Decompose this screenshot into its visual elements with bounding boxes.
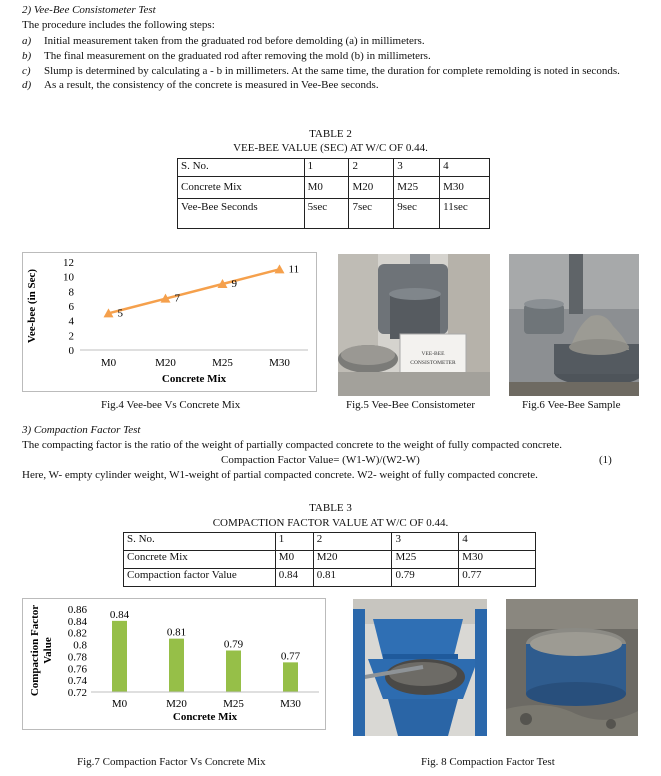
step-label: d) bbox=[22, 79, 32, 92]
x-tick-label: M0 bbox=[111, 698, 128, 710]
step-label: a) bbox=[22, 35, 32, 47]
y-tick-label: 0.74 bbox=[67, 675, 87, 688]
fig7-caption: Fig.7 Compaction Factor Vs Concrete Mix bbox=[77, 756, 266, 768]
bar bbox=[169, 639, 184, 692]
fig8-photo-right bbox=[506, 599, 638, 736]
table-cell: 11sec bbox=[440, 199, 490, 229]
table-row bbox=[178, 199, 490, 229]
vee-bee-sample-illustration bbox=[509, 254, 639, 396]
bar bbox=[226, 651, 241, 693]
table-cell: 1 bbox=[304, 159, 349, 177]
step-item bbox=[22, 50, 652, 64]
section-3-where: Here, W- empty cylinder weight, W1-weight of partial compacted concrete. W2- weight of fully compacted concrete. bbox=[22, 469, 538, 481]
data-label: 11 bbox=[288, 263, 300, 276]
data-point-marker bbox=[275, 264, 285, 273]
y-tick-label: 6 bbox=[68, 301, 74, 313]
fig7-chart-frame bbox=[22, 598, 326, 730]
data-label: 0.77 bbox=[280, 650, 301, 663]
equation-number: (1) bbox=[599, 454, 612, 466]
x-axis-label: Concrete Mix bbox=[172, 711, 238, 723]
section-2-heading: 2) Vee-Bee Consistometer Test bbox=[22, 4, 156, 16]
table-cell: 1 bbox=[275, 533, 313, 551]
x-tick-label: M30 bbox=[269, 357, 290, 369]
step-item bbox=[22, 35, 652, 49]
y-tick-label: 0.84 bbox=[67, 615, 87, 628]
table-cell: M30 bbox=[459, 551, 536, 569]
step-text: Initial measurement taken from the graduated rod before demolding (a) in millimeters. bbox=[44, 35, 425, 47]
table-2-subtitle: VEE-BEE VALUE (SEC) AT W/C OF 0.44. bbox=[233, 142, 428, 154]
fig8-photo-left bbox=[353, 599, 487, 736]
table-row bbox=[178, 177, 490, 199]
fig6-sample-photo bbox=[509, 254, 639, 396]
x-tick-label: M20 bbox=[155, 357, 176, 369]
table-row bbox=[124, 533, 536, 551]
data-label: 9 bbox=[231, 278, 237, 290]
y-tick-label: 0.72 bbox=[67, 687, 87, 699]
table-cell: M20 bbox=[313, 551, 392, 569]
table-cell: M0 bbox=[275, 551, 313, 569]
x-tick-label: M20 bbox=[166, 698, 187, 710]
table-cell: 4 bbox=[440, 159, 490, 177]
table-cell: M30 bbox=[440, 177, 490, 199]
compaction-equation: Compaction Factor Value= (W1-W)/(W2-W) bbox=[221, 454, 420, 466]
y-tick-label: 12 bbox=[63, 257, 74, 269]
table-cell: 0.77 bbox=[459, 569, 536, 587]
y-tick-label: 0.76 bbox=[67, 663, 87, 676]
data-label: 0.81 bbox=[166, 626, 187, 639]
y-tick-label: 4 bbox=[68, 315, 74, 328]
table-row bbox=[124, 569, 536, 587]
y-tick-label: 10 bbox=[63, 271, 74, 284]
y-tick-label: 0 bbox=[68, 345, 74, 357]
y-tick-label: 0.78 bbox=[67, 651, 87, 664]
table-cell: S. No. bbox=[178, 159, 305, 177]
table-cell: 0.79 bbox=[392, 569, 459, 587]
table-3-subtitle: COMPACTION FACTOR VALUE AT W/C OF 0.44. bbox=[212, 517, 449, 529]
series-line bbox=[109, 269, 280, 313]
y-tick-label: 8 bbox=[68, 286, 74, 299]
table-cell: M0 bbox=[304, 177, 349, 199]
step-text: The final measurement on the graduated rod after removing the mold (b) in millimeters. bbox=[44, 49, 431, 62]
x-tick-label: M25 bbox=[223, 698, 244, 710]
step-item bbox=[22, 79, 652, 93]
y-axis-label: Compaction Factor bbox=[29, 604, 41, 697]
table-2-title: TABLE 2 bbox=[309, 128, 352, 140]
section-3-paragraph: The compacting factor is the ratio of the weight of partially compacted concrete to the weight of fully compacted concrete. bbox=[22, 439, 563, 451]
table-3-title: TABLE 3 bbox=[309, 502, 352, 514]
y-tick-label: 0.8 bbox=[73, 639, 87, 652]
fig8-caption: Fig. 8 Compaction Factor Test bbox=[421, 756, 555, 768]
table-cell: 2 bbox=[349, 159, 394, 177]
consistometer-label-line1: VEE-BEE bbox=[421, 351, 445, 357]
y-axis-label: Vee-bee (in Sec) bbox=[26, 268, 38, 344]
compaction-bar-chart bbox=[23, 599, 327, 731]
step-text: As a result, the consistency of the concrete is measured in Vee-Bee seconds. bbox=[44, 79, 379, 92]
compacted-sample-illustration bbox=[506, 599, 638, 736]
table-cell: 0.81 bbox=[313, 569, 392, 587]
bar bbox=[283, 662, 298, 692]
table-row bbox=[178, 159, 490, 177]
y-tick-label: 0.86 bbox=[67, 604, 87, 616]
data-label: 7 bbox=[174, 292, 180, 305]
compaction-factor-apparatus-illustration bbox=[353, 599, 487, 736]
step-label: b) bbox=[22, 49, 32, 62]
data-label: 5 bbox=[117, 307, 123, 320]
consistometer-label-line2: CONSISTOMETER bbox=[410, 360, 456, 366]
step-item bbox=[22, 65, 652, 79]
step-label: c) bbox=[22, 64, 31, 77]
y-axis-label: Value bbox=[42, 637, 54, 664]
x-tick-label: M25 bbox=[212, 357, 233, 369]
table-cell: 7sec bbox=[349, 199, 394, 229]
table-cell: 5sec bbox=[304, 199, 349, 229]
table-cell: 4 bbox=[459, 533, 536, 551]
table-cell: 3 bbox=[392, 533, 459, 551]
x-axis-label: Concrete Mix bbox=[161, 373, 227, 385]
fig4-caption: Fig.4 Vee-bee Vs Concrete Mix bbox=[101, 399, 241, 411]
table-cell: Compaction factor Value bbox=[124, 569, 276, 587]
y-tick-label: 0.82 bbox=[67, 627, 87, 640]
table-2 bbox=[177, 158, 490, 229]
x-tick-label: M30 bbox=[280, 698, 301, 710]
table-cell: M25 bbox=[392, 551, 459, 569]
table-row bbox=[124, 551, 536, 569]
consistometer-photo-illustration bbox=[338, 254, 490, 396]
table-cell: 9sec bbox=[394, 199, 440, 229]
step-text: Slump is determined by calculating a - b in millimeters. At the same time, the duration for complete remolding is noted in seconds. bbox=[44, 64, 620, 77]
table-cell: Concrete Mix bbox=[178, 177, 305, 199]
table-cell: 2 bbox=[313, 533, 392, 551]
x-tick-label: M0 bbox=[100, 357, 117, 369]
table-cell: M20 bbox=[349, 177, 394, 199]
data-label: 0.84 bbox=[109, 608, 130, 621]
y-tick-label: 2 bbox=[68, 330, 74, 343]
table-cell: 0.84 bbox=[275, 569, 313, 587]
table-cell: 3 bbox=[394, 159, 440, 177]
section-2-intro: The procedure includes the following steps: bbox=[22, 19, 215, 31]
bar bbox=[112, 621, 127, 692]
table-cell: Vee-Bee Seconds bbox=[178, 199, 305, 229]
procedure-steps bbox=[22, 35, 652, 94]
table-cell: Concrete Mix bbox=[124, 551, 276, 569]
table-3 bbox=[123, 532, 536, 587]
fig6-caption: Fig.6 Vee-Bee Sample bbox=[522, 399, 621, 411]
data-label: 0.79 bbox=[223, 638, 244, 651]
vee-bee-line-chart bbox=[23, 253, 318, 393]
table-cell: M25 bbox=[394, 177, 440, 199]
section-3-heading: 3) Compaction Factor Test bbox=[22, 424, 141, 436]
fig5-caption: Fig.5 Vee-Bee Consistometer bbox=[346, 399, 476, 411]
table-cell: S. No. bbox=[124, 533, 276, 551]
fig5-consistometer-photo bbox=[338, 254, 490, 396]
fig4-chart-frame bbox=[22, 252, 317, 392]
